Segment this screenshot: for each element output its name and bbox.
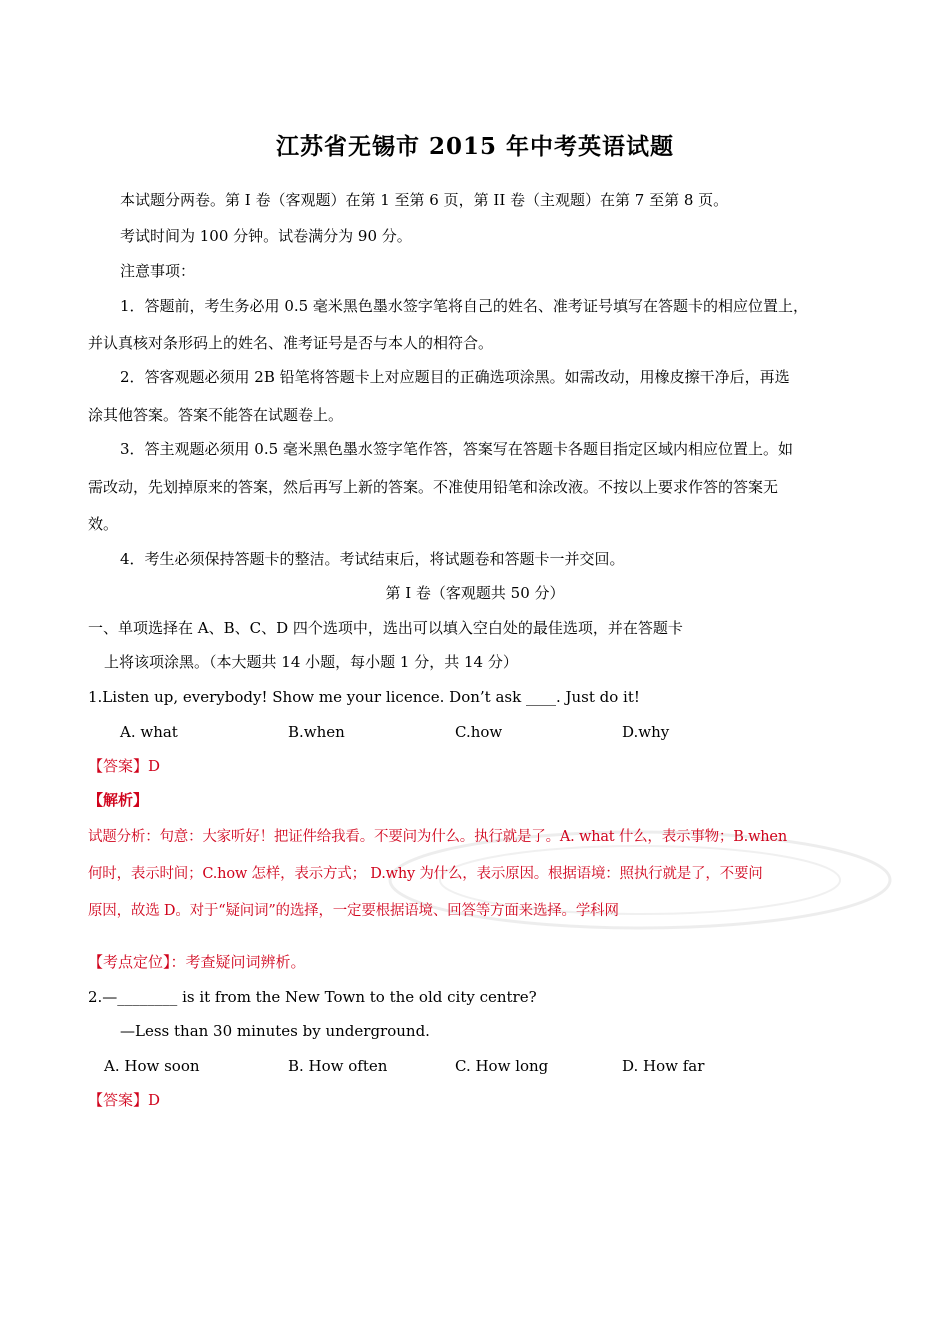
question-1-analysis-line-2: 何时，表示时间；C.how 怎样，表示方式； D.why 为什么，表示原因。根据语境：照执行就是了，不要问 [88,866,763,882]
question-1-analysis-label: 【解析】 [88,791,149,809]
document-title: 江苏省无锡市 2015 年中考英语试题 [275,133,675,160]
question-2-answer: 【答案】D [88,1091,161,1109]
question-2-reply: —Less than 30 minutes by underground. [120,1022,430,1040]
question-1-answer: 【答案】D [88,757,161,775]
notice-heading: 注意事项： [120,262,196,280]
question-2-option-a: A. How soon [104,1057,200,1075]
question-1-kaodian: 【考点定位】：考查疑问词辨析。 [88,953,306,971]
note-3-line-2: 需改动，先划掉原来的答案，然后再写上新的答案。不准使用铅笔和涂改液。不按以上要求作答的答案无 [88,478,779,496]
question-1-option-c: C.how [455,723,503,741]
note-2-line-2: 涂其他答案。答案不能答在试题卷上。 [88,406,344,424]
intro-line-1: 本试题分两卷。第 I 卷（客观题）在第 1 至第 6 页，第 II 卷（主观题）在第 7 至第 8 页。 [120,191,729,209]
part1-instruction-line-2: 上将该项涂黑。（本大题共 14 小题，每小题 1 分，共 14 分） [104,653,518,671]
note-4-line-1: 4．考生必须保持答题卡的整洁。考试结束后，将试题卷和答题卡一并交回。 [120,550,625,568]
note-3-line-1: 3．答主观题必须用 0.5 毫米黑色墨水签字笔作答，答案写在答题卡各题目指定区域内相应位置上。如 [120,440,793,458]
note-1-line-2: 并认真核对条形码上的姓名、准考证号是否与本人的相符合。 [88,334,494,352]
question-1-analysis-line-1: 试题分析：句意：大家听好！把证件给我看。不要问为什么。执行就是了。A. what 什么，表示事物；B.when [88,829,787,845]
note-3-line-3: 效。 [88,515,119,533]
question-1-stem: 1.Listen up, everybody! Show me your licence. Don’t ask ____. Just do it! [88,688,640,706]
question-2-option-b: B. How often [288,1057,388,1075]
part1-instruction-line-1: 一、单项选择在 A、B、C、D 四个选项中，选出可以填入空白处的最佳选项，并在答题卡 [88,619,683,637]
question-1-analysis-line-3: 原因，故选 D。对于“疑问词”的选择，一定要根据语境、回答等方面来选择。学科网 [88,903,619,919]
intro-line-2: 考试时间为 100 分钟。试卷满分为 90 分。 [120,227,412,245]
note-2-line-1: 2．答客观题必须用 2B 铅笔将答题卡上对应题目的正确选项涂黑。如需改动，用橡皮擦干净后，再选 [120,368,790,386]
question-1-option-d: D.why [622,723,670,741]
section-heading: 第 I 卷（客观题共 50 分） [385,584,565,602]
question-1-option-b: B.when [288,723,345,741]
question-1-option-a: A. what [120,723,178,741]
question-2-option-d: D. How far [622,1057,705,1075]
question-2-stem: 2.—________ is it from the New Town to the old city centre? [88,988,537,1006]
question-2-option-c: C. How long [455,1057,549,1075]
note-1-line-1: 1．答题前，考生务必用 0.5 毫米黑色墨水签字笔将自己的姓名、准考证号填写在答题卡的相应位置上， [120,297,808,315]
